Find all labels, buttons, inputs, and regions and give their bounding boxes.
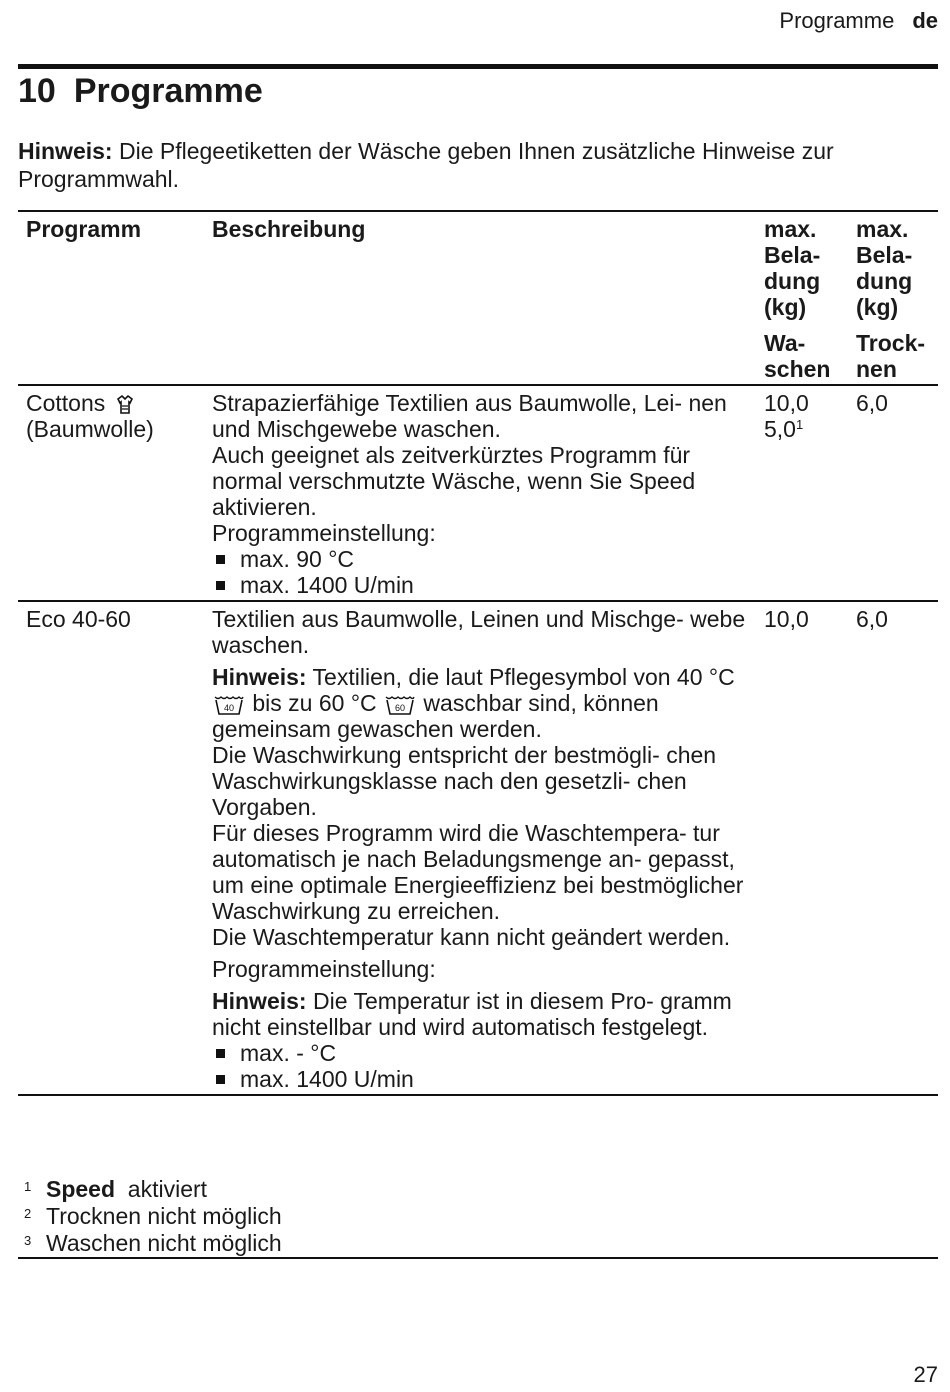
wash-load-cell: 10,0 [764, 606, 809, 632]
note-label: Hinweis: [212, 988, 307, 1014]
wash-load-value: 10,0 [764, 390, 809, 416]
footnote-text: aktiviert [115, 1176, 208, 1202]
footnote-number: 3 [24, 1233, 32, 1248]
header-dry-load [848, 211, 938, 385]
footnote [24, 1176, 938, 1203]
list-item: max. 1400 U/min [212, 572, 748, 598]
header-program: Programm [26, 216, 142, 242]
intro-label: Hinweis: [18, 138, 113, 164]
program-setting-label: Programmeinstellung: [212, 520, 436, 546]
wash-temp-label: 40 [223, 702, 235, 713]
wash-load-cell [756, 385, 848, 601]
footnotes [24, 1176, 938, 1257]
page-number: 27 [913, 1362, 938, 1387]
dry-load-cell: 6,0 [856, 390, 888, 416]
list-item: max. - °C [212, 1040, 748, 1066]
footnote-number: 2 [24, 1206, 32, 1221]
program-cell [18, 601, 204, 1095]
wash-temp-label: 60 [395, 702, 406, 713]
top-rule [18, 64, 938, 69]
header-description: Beschreibung [212, 216, 366, 242]
list-item: max. 90 °C [212, 546, 748, 572]
footnote-bold: Speed [46, 1176, 116, 1202]
footnote-text: Trocknen nicht möglich [46, 1203, 282, 1229]
setting-list [212, 546, 748, 598]
footnote-number: 1 [24, 1179, 32, 1194]
note-text: bis zu 60 °C [246, 690, 377, 716]
header-wash-top: max. Bela- dung (kg) [764, 216, 821, 320]
description-text: Für dieses Programm wird die Waschtempera- tur automatisch je nach Beladungsmenge an- gepasst, um eine optimale Energieeffizienz bei bestmöglicher Waschwirkung zu erreichen. [212, 820, 744, 924]
description-text: Strapazierfähige Textilien aus Baumwolle, Lei- nen und Mischgewebe waschen. [212, 390, 727, 442]
setting-list [212, 1040, 748, 1092]
description-cell [204, 601, 756, 1095]
intro-text: Die Pflegeetiketten der Wäsche geben Ihnen zusätzliche Hinweise zur Programmwahl. [18, 138, 834, 192]
footnote [24, 1230, 938, 1257]
note-paragraph [212, 988, 748, 1040]
table-row-cottons [18, 385, 938, 601]
chapter-title: Programme [73, 72, 263, 110]
bottom-rule [18, 1257, 938, 1259]
header-language: de [912, 8, 938, 33]
table-header-row [18, 211, 938, 385]
header-wash-load [756, 211, 848, 385]
table-row-eco [18, 601, 938, 1095]
description-text: Auch geeignet als zeitverkürztes Programm für normal verschmutzte Wäsche, wenn Sie Speed aktivieren. [212, 442, 696, 520]
note-text: Textilien, die laut Pflegesymbol von 40 °C [306, 664, 735, 690]
header-section: Programme [779, 8, 895, 33]
cotton-shirt-icon [114, 394, 136, 416]
program-setting-label: Programmeinstellung: [212, 956, 436, 982]
footnote-text: Waschen nicht möglich [46, 1230, 282, 1256]
page-title [18, 72, 263, 111]
wash-tub-40-icon [214, 695, 244, 715]
description-text: Textilien aus Baumwolle, Leinen und Mischge- webe waschen. [212, 606, 746, 658]
program-cell [18, 385, 204, 601]
note-label: Hinweis: [212, 664, 307, 690]
program-subname: (Baumwolle) [26, 416, 154, 442]
description-text: Die Waschtemperatur kann nicht geändert werden. [212, 924, 731, 950]
note-text: Die Temperatur ist in diesem Pro- gramm nicht einstellbar und wird automatisch festgelegt. [212, 988, 732, 1040]
intro-note [18, 137, 933, 193]
header-wash-sub: Wa- schen [764, 330, 831, 382]
note-paragraph [212, 664, 748, 742]
running-header [779, 8, 938, 34]
wash-load-value-speed: 5,0 [764, 416, 796, 442]
program-name: Cottons [26, 390, 106, 416]
footnote-ref: 1 [795, 417, 804, 432]
dry-load-cell: 6,0 [856, 606, 888, 632]
note-text: waschbar sind, können gemeinsam gewaschen werden. [212, 690, 659, 742]
footnote [24, 1203, 938, 1230]
program-name: Eco 40-60 [26, 606, 131, 632]
header-dry-sub: Trock- nen [856, 330, 926, 382]
header-dry-top: max. Bela- dung (kg) [856, 216, 913, 320]
chapter-number: 10 [18, 72, 56, 110]
description-text: Die Waschwirkung entspricht der bestmögli- chen Waschwirkungsklasse nach den gesetzli- chen Vorgaben. [212, 742, 717, 820]
list-item: max. 1400 U/min [212, 1066, 748, 1092]
description-cell [204, 385, 756, 601]
wash-tub-60-icon [385, 695, 415, 715]
program-table [18, 210, 938, 1096]
